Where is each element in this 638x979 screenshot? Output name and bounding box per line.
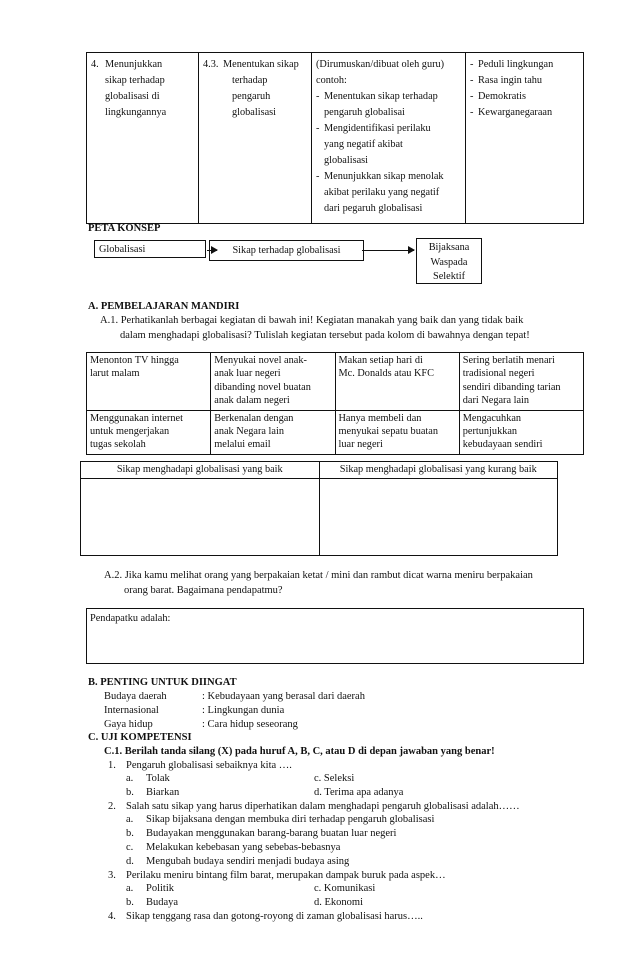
a1-instruction-line2: dalam menghadapi globalisasi? Tulislah kegiatan tersebut pada kolom di bawahnya dengan tepat! xyxy=(120,330,530,341)
question-4: 4. Sikap tenggang rasa dan gotong-royong di zaman globalisasi harus….. xyxy=(108,911,423,922)
activity-row xyxy=(87,410,584,454)
glossary-row xyxy=(104,704,284,718)
outcome-item: Bijaksana xyxy=(428,242,470,253)
indicator-cell xyxy=(87,53,199,224)
glossary-term: Internasional xyxy=(104,705,159,716)
opinion-answer-box[interactable] xyxy=(86,608,584,664)
sub-indicator-line: Menentukan sikap xyxy=(223,59,299,70)
activity-cell: Menonton TV hingga larut malam xyxy=(87,353,211,411)
activity-cell: Menggunakan internet untuk mengerjakan tugas sekolah xyxy=(87,410,211,454)
option-2d[interactable]: d. Mengubah budaya sendiri menjadi budaya asing xyxy=(126,856,350,867)
activity-cell: Sering berlatih menari tradisional negeri sendiri dibanding tarian dari Negara lain xyxy=(459,353,583,411)
concept-map-heading: PETA KONSEP xyxy=(88,223,161,234)
glossary-term: Gaya hidup xyxy=(104,719,153,730)
glossary-definition: : Lingkungan dunia xyxy=(202,705,285,716)
question-2: 2. Salah satu sikap yang harus diperhatikan dalam menghadapi pengaruh globalisasi adalah…… xyxy=(108,801,520,812)
indicator-number: 4. xyxy=(91,59,99,70)
character-value: - Rasa ingin tahu xyxy=(470,74,543,86)
sub-indicator-line: pengaruh xyxy=(232,90,271,102)
activity-cell: Mengacuhkan pertunjukkan kebudayaan sendiri xyxy=(459,410,583,454)
sub-indicator-line: terhadap xyxy=(232,74,268,86)
sub-indicator-line: globalisasi xyxy=(232,106,277,118)
option-1b[interactable]: b. Biarkan xyxy=(126,787,180,798)
a1-instruction-line1: A.1. Perhatikanlah berbagai kegiatan di bawah ini! Kegiatan manakah yang baik dan yang tidak baik xyxy=(100,315,524,326)
activity-table xyxy=(86,352,584,455)
activity-cell: Hanya membeli dan menyukai sepatu buatan luar negeri xyxy=(335,410,459,454)
objectives-cell xyxy=(312,53,466,224)
concept-box-sikap: Sikap terhadap globalisasi xyxy=(209,240,364,261)
concept-box-globalisasi: Globalisasi xyxy=(94,240,206,258)
indicator-line: sikap terhadap xyxy=(105,74,165,86)
good-attitude-answer-area[interactable] xyxy=(81,478,320,555)
option-2a[interactable]: a. Sikap bijaksana dengan membuka diri terhadap pengaruh globalisasi xyxy=(126,814,435,825)
activity-cell: Berkenalan dengan anak Negara lain melalui email xyxy=(211,410,335,454)
option-1a[interactable]: a. Tolak xyxy=(126,773,170,784)
glossary-row xyxy=(104,718,298,732)
indicator-line: Menunjukkan xyxy=(105,59,163,70)
a2-question-line2: orang barat. Bagaimana pendapatmu? xyxy=(124,585,283,596)
option-3c[interactable]: c. Komunikasi xyxy=(314,883,376,894)
character-value: - Kewarganegaraan xyxy=(470,106,553,118)
section-a-heading: A. PEMBELAJARAN MANDIRI xyxy=(88,301,240,312)
glossary-definition: : Kebudayaan yang berasal dari daerah xyxy=(202,691,365,702)
glossary-term: Budaya daerah xyxy=(104,691,167,702)
section-b-heading: B. PENTING UNTUK DIINGAT xyxy=(88,677,237,688)
option-3d[interactable]: d. Ekonomi xyxy=(314,897,363,908)
opinion-label: Pendapatku adalah: xyxy=(90,613,171,624)
character-values-cell xyxy=(466,53,584,224)
question-1: 1. Pengaruh globalisasi sebaiknya kita …. xyxy=(108,760,292,771)
indicator-line: lingkungannya xyxy=(105,106,167,118)
option-3b[interactable]: b. Budaya xyxy=(126,897,179,908)
glossary-row xyxy=(104,690,365,704)
activity-cell: Makan setiap hari di Mc. Donalds atau KFC xyxy=(335,353,459,411)
a2-question-line1: A.2. Jika kamu melihat orang yang berpakaian ketat / mini dan rambut dicat warna meniru berpakaian xyxy=(104,570,533,581)
option-2b[interactable]: b. Budayakan menggunakan barang-barang buatan luar negeri xyxy=(126,828,397,839)
bad-attitude-answer-area[interactable] xyxy=(319,478,558,555)
good-attitude-header: Sikap menghadapi globalisasi yang baik xyxy=(81,462,320,479)
objective-item: - Mengidentifikasi perilaku yang negatif akibat globalisasi xyxy=(316,122,431,166)
character-value: - Peduli lingkungan xyxy=(470,59,554,70)
option-3a[interactable]: a. Politik xyxy=(126,883,175,894)
sort-table xyxy=(80,461,558,556)
sub-indicator-number: 4.3. xyxy=(203,59,219,70)
indicator-line: globalisasi di xyxy=(105,90,160,102)
sub-indicator-cell xyxy=(199,53,312,224)
section-c-heading: C. UJI KOMPETENSI xyxy=(88,732,192,743)
outcome-item: Selektif xyxy=(432,271,466,282)
option-2c[interactable]: c. Melakukan kebebasan yang sebebas-bebasnya xyxy=(126,842,341,853)
option-1d[interactable]: d. Terima apa adanya xyxy=(314,787,404,798)
bad-attitude-header: Sikap menghadapi globalisasi yang kurang baik xyxy=(319,462,558,479)
activity-cell: Menyukai novel anak- anak luar negeri dibanding novel buatan anak dalam negeri xyxy=(211,353,335,411)
objective-item: - Menunjukkan sikap menolak akibat perilaku yang negatif dari pegaruh globalisasi xyxy=(316,170,444,214)
concept-box-outcomes xyxy=(416,238,482,284)
question-3: 3. Perilaku meniru bintang film barat, merupakan dampak buruk pada aspek… xyxy=(108,870,446,881)
glossary-definition: : Cara hidup seseorang xyxy=(202,719,298,730)
option-1c[interactable]: c. Seleksi xyxy=(314,773,355,784)
objectives-intro: contoh: xyxy=(316,74,347,86)
outcome-item: Waspada xyxy=(430,256,468,268)
activity-row xyxy=(87,353,584,411)
objectives-intro: (Dirumuskan/dibuat oleh guru) xyxy=(316,59,445,70)
objective-item: - Menentukan sikap terhadap pengaruh globalisai xyxy=(316,90,438,118)
competency-table xyxy=(86,52,584,224)
c1-instruction: C.1. Berilah tanda silang (X) pada huruf A, B, C, atau D di depan jawaban yang benar! xyxy=(104,746,495,757)
character-value: - Demokratis xyxy=(470,90,527,102)
concept-arrow xyxy=(362,250,414,251)
